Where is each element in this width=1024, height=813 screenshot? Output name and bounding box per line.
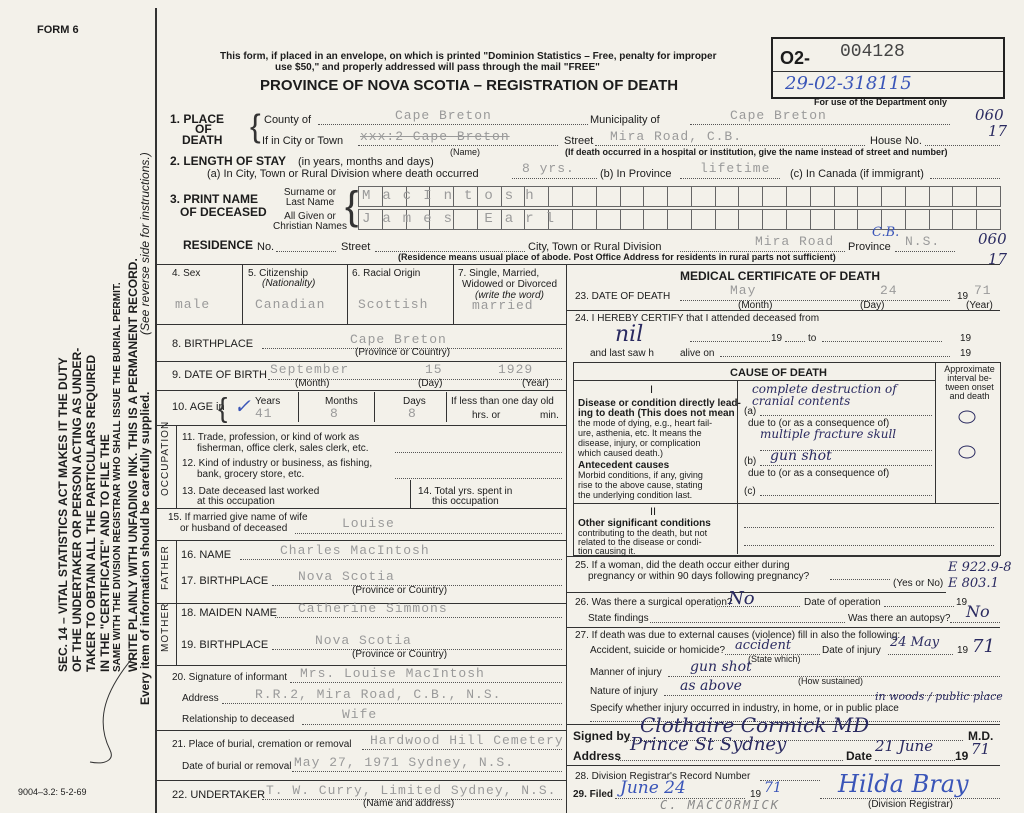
age-days-value: 8 bbox=[408, 406, 417, 421]
age-label: 10. AGE in bbox=[172, 401, 225, 413]
name-char-cell bbox=[643, 186, 668, 207]
hrs-label: hrs. or bbox=[472, 410, 501, 421]
mother-birthplace: Nova Scotia bbox=[315, 633, 412, 648]
deceased-label-2: OF DECEASED bbox=[180, 205, 267, 219]
side-text-7: Every item of information should be carefully supplied. bbox=[138, 391, 152, 705]
residence-city-label: City, Town or Rural Division bbox=[528, 241, 662, 253]
name-char-cell bbox=[786, 186, 811, 207]
name-char-cell bbox=[620, 186, 645, 207]
name-char-cell bbox=[929, 209, 954, 230]
burial-date: May 27, 1971 Sydney, N.S. bbox=[294, 755, 515, 770]
informant-address: R.R.2, Mira Road, C.B., N.S. bbox=[255, 687, 502, 702]
q28-label: 28. Division Registrar's Record Number bbox=[575, 771, 751, 782]
injury-year-prefix: 19 bbox=[957, 645, 969, 656]
cause-part-2: II bbox=[650, 506, 657, 518]
interval-label-4: and death bbox=[949, 391, 990, 401]
notice-line-2: use $50," and properly addressed will pass through the mail "FREE" bbox=[275, 62, 600, 73]
medical-title: MEDICAL CERTIFICATE OF DEATH bbox=[680, 269, 880, 283]
father-name-label: 16. NAME bbox=[181, 549, 232, 561]
stay-b-value: lifetime bbox=[700, 161, 771, 176]
form-label: FORM 6 bbox=[37, 24, 79, 36]
stay-label-note: (in years, months and days) bbox=[298, 156, 434, 168]
municipality-value: Cape Breton bbox=[730, 108, 827, 123]
name-char-cell bbox=[738, 209, 763, 230]
surname-value: MacIntosh bbox=[362, 188, 546, 204]
disease-text-6: which caused death.) bbox=[578, 448, 664, 458]
residence-province-label: Province bbox=[848, 241, 891, 253]
undertaker-sub: (Name and address) bbox=[363, 798, 455, 809]
mother-maiden: Catherine Simmons bbox=[298, 601, 448, 616]
stay-b-label: (b) In Province bbox=[600, 168, 672, 180]
name-brace: { bbox=[345, 184, 359, 228]
dob-month-label: (Month) bbox=[295, 378, 330, 389]
age-months-value: 8 bbox=[330, 406, 339, 421]
birthplace-sub: (Province or Country) bbox=[355, 347, 451, 358]
op-year-prefix: 19 bbox=[956, 597, 968, 608]
informant-sig-label: 20. Signature of informant bbox=[172, 672, 288, 683]
specify-value: in woods / public place bbox=[875, 690, 1003, 703]
residence-cb-note: C.B. bbox=[872, 225, 900, 240]
age-years-value: 41 bbox=[255, 406, 273, 421]
age-check-mark: ✓ bbox=[234, 396, 251, 418]
left-margin-rule bbox=[155, 8, 157, 813]
disease-text-4: ure, asthenia, etc. It means the bbox=[578, 428, 702, 438]
city-name-label: (Name) bbox=[450, 147, 481, 157]
cause-b-label: (b) bbox=[744, 456, 757, 467]
county-label: County of bbox=[264, 114, 312, 126]
last-saw-label: and last saw h bbox=[590, 348, 654, 359]
due-label-b: due to (or as a consequence of) bbox=[748, 468, 890, 479]
name-char-cell bbox=[738, 186, 763, 207]
place-brace: { bbox=[250, 108, 261, 144]
residence-street-label: Street bbox=[341, 241, 371, 253]
name-char-cell bbox=[691, 209, 716, 230]
notice-line-1: This form, if placed in an envelope, on which is printed "Dominion Statistics – Free, penalty for improper bbox=[220, 51, 717, 62]
signed-label: Signed by bbox=[573, 729, 631, 743]
due-label-a: due to (or as a consequence of) bbox=[748, 418, 890, 429]
father-name: Charles MacIntosh bbox=[280, 543, 430, 558]
q13-line1: 13. Date deceased last worked bbox=[182, 486, 320, 497]
antecedent-3: rise to the above cause, stating bbox=[578, 480, 703, 490]
name-char-cell bbox=[596, 186, 621, 207]
cause-a-value: complete destruction of cranial contents bbox=[752, 382, 897, 408]
mother-birthplace-label: 19. BIRTHPLACE bbox=[181, 639, 269, 651]
name-char-cell bbox=[762, 209, 787, 230]
residence-code-2: 17 bbox=[988, 250, 1008, 268]
q11-line1: 11. Trade, profession, or kind of work as bbox=[182, 432, 360, 443]
antecedent-1: Antecedent causes bbox=[578, 460, 670, 471]
name-char-cell bbox=[834, 209, 859, 230]
q25-label-2: pregnancy or within 90 days following pregnancy? bbox=[588, 571, 810, 582]
citizenship-sub: (Nationality) bbox=[262, 278, 316, 289]
op-date-label: Date of operation bbox=[804, 597, 881, 608]
name-char-cell bbox=[620, 209, 645, 230]
stay-a-label: (a) In City, Town or Rural Division where death occurred bbox=[207, 168, 479, 180]
residence-label: RESIDENCE bbox=[183, 238, 254, 252]
spouse-label-1: 15. If married give name of wife bbox=[168, 512, 308, 523]
filed-value: June 24 bbox=[620, 778, 686, 798]
address-label: Address bbox=[573, 749, 622, 763]
death-date-label: 23. DATE OF DEATH bbox=[575, 291, 671, 302]
q26-label: 26. Was there a surgical operation? bbox=[575, 597, 733, 608]
disease-text-5: disease, injury, or complication bbox=[578, 438, 701, 448]
place-label-3: DEATH bbox=[182, 133, 223, 147]
disease-text-1: Disease or condition directly lead- bbox=[578, 398, 741, 409]
accident-label: Accident, suicide or homicide? bbox=[590, 645, 726, 656]
father-side-label: FATHER bbox=[160, 545, 171, 590]
date-value: 21 June bbox=[875, 737, 934, 755]
registrar-label: (Division Registrar) bbox=[868, 799, 954, 810]
to-year-prefix: 19 bbox=[960, 333, 972, 344]
sex-value: male bbox=[175, 297, 211, 312]
surname-label-2: Last Name bbox=[285, 197, 335, 208]
antecedent-2: Morbid conditions, if any, giving bbox=[578, 470, 703, 480]
q12-line1: 12. Kind of industry or business, as fishing, bbox=[182, 458, 373, 469]
age-years-label: Years bbox=[255, 396, 281, 407]
name-char-cell bbox=[834, 186, 859, 207]
q13-line2: at this occupation bbox=[197, 496, 275, 507]
spouse-label-2: or husband of deceased bbox=[180, 523, 288, 534]
street-value: Mira Road, C.B. bbox=[610, 129, 743, 144]
occupation-side-label: OCCUPATION bbox=[160, 420, 171, 496]
street-label: Street bbox=[564, 135, 594, 147]
cause-b-value: gun shot bbox=[770, 448, 832, 464]
dob-label: 9. DATE OF BIRTH bbox=[172, 369, 267, 381]
death-year-prefix: 19 bbox=[957, 291, 969, 302]
father-birthplace: Nova Scotia bbox=[298, 569, 395, 584]
residence-province-value: N.S. bbox=[905, 234, 941, 249]
side-text-2: OF THE UNDERTAKER OR PERSON ACTING AS UNDER- bbox=[70, 347, 84, 672]
surname-label-1: Surname or bbox=[283, 187, 337, 198]
date-label: Date bbox=[846, 749, 873, 763]
county-value: Cape Breton bbox=[395, 108, 492, 123]
death-month-label: (Month) bbox=[738, 300, 773, 311]
other-2: contributing to the death, but not bbox=[578, 528, 708, 538]
name-char-cell bbox=[952, 209, 977, 230]
place-label-1: 1. PLACE bbox=[170, 112, 225, 126]
informant-sig: Mrs. Louise MacIntosh bbox=[300, 666, 485, 681]
undertaker-value: T. W. Curry, Limited Sydney, N.S. bbox=[266, 783, 557, 798]
death-day: 24 bbox=[880, 283, 898, 298]
residence-city-value: Mira Road bbox=[755, 234, 835, 249]
nature-value: as above bbox=[680, 678, 742, 694]
date-year: 71 bbox=[971, 740, 991, 758]
dept-number: 29-02-318115 bbox=[785, 73, 912, 94]
signed-value: Clothaire Cormick MD bbox=[640, 713, 870, 737]
sex-label: 4. Sex bbox=[172, 268, 201, 279]
name-char-cell bbox=[715, 209, 740, 230]
q27-label: 27. If death was due to external causes (violence) fill in also the following: bbox=[575, 630, 901, 641]
side-codes: E 922.9-8 E 803.1 bbox=[948, 560, 1012, 591]
spouse-value: Louise bbox=[342, 516, 395, 531]
autopsy-label: Was there an autopsy? bbox=[848, 613, 951, 624]
cause-a2-value: multiple fracture skull bbox=[760, 427, 897, 441]
residence-no-label: No. bbox=[257, 241, 275, 253]
side-text-6: WRITE PLAINLY WITH UNFADING INK. THIS IS A PERMANENT RECORD. bbox=[126, 258, 140, 672]
reg-number: 004128 bbox=[840, 42, 905, 62]
interval-marks bbox=[945, 405, 995, 465]
name-char-cell bbox=[976, 209, 1001, 230]
autopsy-value: No bbox=[966, 602, 990, 621]
from-year-prefix: 19 bbox=[771, 333, 783, 344]
name-char-cell bbox=[952, 186, 977, 207]
name-char-cell bbox=[881, 186, 906, 207]
injury-date-label: Date of injury bbox=[822, 645, 881, 656]
manner-value: gun shot bbox=[690, 659, 752, 675]
q29-label: 29. Filed bbox=[573, 789, 614, 800]
marital-label-3: (write the word) bbox=[475, 290, 544, 301]
dob-month: September bbox=[270, 362, 350, 377]
place-label-2: OF bbox=[195, 122, 212, 136]
filed-year-prefix: 19 bbox=[750, 789, 762, 800]
name-char-cell bbox=[810, 209, 835, 230]
q12-line2: bank, grocery store, etc. bbox=[197, 469, 305, 480]
informant-relation: Wife bbox=[342, 707, 378, 722]
citizenship-value: Canadian bbox=[255, 297, 326, 312]
filed-year: 71 bbox=[764, 780, 782, 796]
name-char-cell bbox=[929, 186, 954, 207]
cause-part-1: I bbox=[650, 384, 654, 396]
q11-line2: fisherman, office clerk, sales clerk, etc. bbox=[197, 443, 369, 454]
name-char-cell bbox=[786, 209, 811, 230]
city-label: If in City or Town bbox=[262, 135, 344, 147]
informant-address-label: Address bbox=[182, 693, 219, 704]
alive-on-label: alive on bbox=[680, 348, 715, 359]
death-month: May bbox=[730, 283, 757, 298]
antecedent-4: the underlying condition last. bbox=[578, 490, 693, 500]
death-year: 71 bbox=[974, 283, 992, 298]
date-year-prefix: 19 bbox=[955, 749, 969, 763]
father-birthplace-sub: (Province or Country) bbox=[352, 585, 448, 596]
municipality-label: Municipality of bbox=[590, 114, 660, 126]
hospital-note: (If death occurred in a hospital or institution, give the name instead of street and number) bbox=[565, 147, 948, 157]
cause-c-label: (c) bbox=[744, 486, 756, 497]
stay-c-label: (c) In Canada (if immigrant) bbox=[790, 168, 924, 180]
q25-yesno: (Yes or No) bbox=[893, 578, 944, 589]
specify-label: Specify whether injury occurred in industry, in home, or in public place bbox=[590, 703, 899, 714]
name-char-cell bbox=[596, 209, 621, 230]
name-char-cell bbox=[643, 209, 668, 230]
informant-relation-label: Relationship to deceased bbox=[182, 714, 295, 725]
form-code: 9004–3.2: 5-2-69 bbox=[18, 787, 87, 797]
marital-value: married bbox=[472, 298, 534, 313]
name-char-cell bbox=[715, 186, 740, 207]
interval-label-1: Approximate bbox=[944, 364, 995, 374]
dob-year: 1929 bbox=[498, 362, 534, 377]
name-char-cell bbox=[857, 186, 882, 207]
accident-value: accident bbox=[735, 638, 792, 653]
physician-stamp: C. MACCORMICK bbox=[660, 798, 780, 812]
cause-title: CAUSE OF DEATH bbox=[730, 367, 827, 379]
margin-scribble bbox=[85, 650, 145, 770]
name-char-cell bbox=[976, 186, 1001, 207]
name-char-cell bbox=[667, 209, 692, 230]
disease-text-2: ing to death (This does not mean bbox=[578, 408, 735, 419]
to-label: to bbox=[808, 333, 817, 344]
undertaker-label: 22. UNDERTAKER bbox=[172, 789, 266, 801]
city-value-struck: xxx:2 Cape Breton bbox=[360, 129, 510, 144]
marital-label-1: 7. Single, Married, bbox=[458, 268, 540, 279]
q26-value: No bbox=[728, 588, 755, 609]
mother-birthplace-sub: (Province or Country) bbox=[352, 649, 448, 660]
given-value: James Earl bbox=[362, 211, 567, 227]
side-text-8: (See reverse side for instructions.) bbox=[138, 152, 152, 335]
mother-maiden-label: 18. MAIDEN NAME bbox=[181, 607, 277, 619]
name-char-cell bbox=[667, 186, 692, 207]
deceased-label-1: 3. PRINT NAME bbox=[170, 192, 259, 206]
state-which: (State which) bbox=[748, 654, 801, 664]
less-day-label: If less than one day old bbox=[451, 396, 554, 407]
burial-place-label: 21. Place of burial, cremation or removal bbox=[172, 739, 352, 750]
other-1: Other significant conditions bbox=[578, 518, 711, 529]
mother-side-label: MOTHER bbox=[160, 602, 171, 652]
age-brace: { bbox=[218, 392, 228, 423]
name-char-cell bbox=[572, 209, 597, 230]
other-3: related to the disease or condi- bbox=[578, 537, 702, 547]
racial-label: 6. Racial Origin bbox=[352, 268, 421, 279]
side-text-3: TAKER TO OBTAIN ALL THE PARTICULARS REQUIRED bbox=[84, 354, 98, 672]
how-label: (How sustained) bbox=[798, 676, 864, 686]
page-title: PROVINCE OF NOVA SCOTIA – REGISTRATION OF DEATH bbox=[260, 77, 679, 94]
disease-text-3: the mode of dying, e.g., heart fail- bbox=[578, 418, 713, 428]
name-char-cell bbox=[572, 186, 597, 207]
other-4: tion causing it. bbox=[578, 546, 636, 556]
findings-label: State findings bbox=[588, 613, 649, 624]
residence-code-1: 060 bbox=[978, 230, 1007, 248]
alive-on-year-prefix: 19 bbox=[960, 348, 972, 359]
name-char-cell bbox=[548, 186, 573, 207]
interval-label-3: tween onset bbox=[945, 382, 994, 392]
residence-note: (Residence means usual place of abode. Post Office Address for residents in rural parts not sufficient) bbox=[398, 252, 836, 262]
name-char-cell bbox=[691, 186, 716, 207]
registrar-signature: Hilda Bray bbox=[838, 770, 969, 798]
side-text-5: SAME WITH THE DIVISION REGISTRAR WHO SHALL ISSUE THE BURIAL PERMIT. bbox=[112, 282, 123, 672]
manner-label: Manner of injury bbox=[590, 667, 662, 678]
name-char-cell bbox=[762, 186, 787, 207]
q14-line1: 14. Total yrs. spent in bbox=[418, 486, 513, 497]
reg-prefix: O2- bbox=[780, 48, 811, 68]
marital-label-2: Widowed or Divorced bbox=[462, 279, 558, 290]
racial-value: Scottish bbox=[358, 297, 429, 312]
certify-hand: nil bbox=[615, 322, 644, 347]
father-birthplace-label: 17. BIRTHPLACE bbox=[181, 575, 269, 587]
citizenship-label: 5. Citizenship bbox=[248, 268, 309, 279]
death-year-label: (Year) bbox=[966, 300, 993, 311]
dob-day: 15 bbox=[425, 362, 443, 377]
injury-year: 71 bbox=[972, 636, 995, 657]
age-months-label: Months bbox=[325, 396, 358, 407]
min-label: min. bbox=[540, 410, 559, 421]
name-char-cell bbox=[810, 186, 835, 207]
q25-label-1: 25. If a woman, did the death occur either during bbox=[575, 560, 790, 571]
q14-line2: this occupation bbox=[432, 496, 499, 507]
name-char-cell bbox=[905, 186, 930, 207]
injury-date: 24 May bbox=[890, 635, 940, 650]
burial-place: Hardwood Hill Cemetery bbox=[370, 733, 564, 748]
birthplace-label: 8. BIRTHPLACE bbox=[172, 338, 254, 350]
stay-a-value: 8 yrs. bbox=[522, 161, 575, 176]
birthplace-value: Cape Breton bbox=[350, 332, 447, 347]
stay-label: 2. LENGTH OF STAY bbox=[170, 154, 287, 168]
cause-a-label: (a) bbox=[744, 406, 757, 417]
side-text-1: SEC. 14 – VITAL STATISTICS ACT MAKES IT THE DUTY bbox=[56, 357, 70, 672]
md-label: M.D. bbox=[968, 729, 994, 743]
house-label: House No. bbox=[870, 135, 922, 147]
given-label-2: Christian Names bbox=[273, 221, 347, 232]
interval-label-2: interval be- bbox=[947, 373, 992, 383]
given-label-1: All Given or bbox=[284, 211, 336, 222]
name-char-cell bbox=[905, 209, 930, 230]
place-code-1: 060 bbox=[975, 106, 1004, 124]
dob-year-label: (Year) bbox=[522, 378, 549, 389]
burial-date-label: Date of burial or removal bbox=[182, 761, 292, 772]
certify-label: 24. I HEREBY CERTIFY that I attended deceased from bbox=[575, 313, 820, 324]
death-day-label: (Day) bbox=[860, 300, 885, 311]
age-days-label: Days bbox=[403, 396, 426, 407]
dob-day-label: (Day) bbox=[418, 378, 443, 389]
side-text-4: IN THE "CERTIFICATE" AND TO FILE THE bbox=[98, 434, 112, 672]
address-value: Prince St Sydney bbox=[630, 734, 787, 755]
dept-note: For use of the Department only bbox=[814, 97, 948, 107]
place-code-2: 17 bbox=[988, 122, 1008, 140]
nature-label: Nature of injury bbox=[590, 686, 658, 697]
